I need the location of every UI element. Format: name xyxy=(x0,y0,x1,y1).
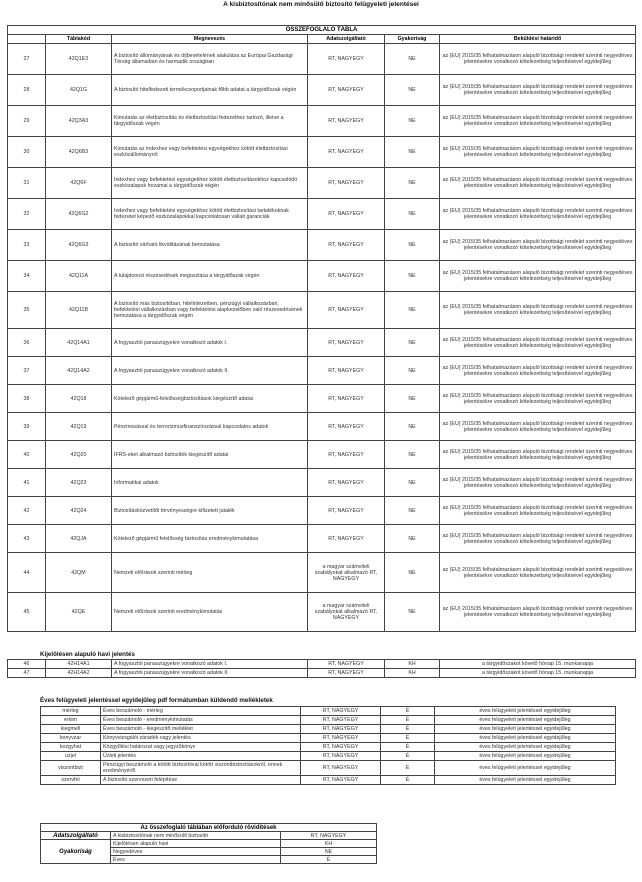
deadline: éves felügyeleti jelentéssel egyidejűleg xyxy=(435,716,616,725)
table-code: 42H14A1 xyxy=(46,660,112,669)
table-code: 42Q24 xyxy=(46,497,112,525)
attachment-code: szervfel xyxy=(41,776,101,785)
frequency: NE xyxy=(385,168,440,199)
table-name: Biztosításközvetítői törvényességre kifizetett jutalék xyxy=(112,497,308,525)
table-name: A biztosító várható likviditásának bemutatása xyxy=(112,230,308,261)
frequency: É xyxy=(381,707,435,716)
summary-header-row xyxy=(8,35,636,44)
frequency: KH xyxy=(385,669,440,678)
table-row xyxy=(8,660,636,669)
table-row xyxy=(41,761,616,776)
attachment-name: Éves beszámoló - kiegészítő melléklet xyxy=(101,725,301,734)
row-number: 36 xyxy=(8,329,46,357)
table-row xyxy=(41,776,616,785)
row-number: 39 xyxy=(8,413,46,441)
data-provider: RT, NAGYEGY xyxy=(301,734,381,743)
frequency: NE xyxy=(385,413,440,441)
data-provider: RT, NAGYEGY xyxy=(308,660,385,669)
frequency: NE xyxy=(385,261,440,292)
frequency: NE xyxy=(385,385,440,413)
data-provider: RT, NAGYEGY xyxy=(308,106,385,137)
row-number: 45 xyxy=(8,593,46,632)
table-code: 42H14A2 xyxy=(46,669,112,678)
annual-caption: Éves felügyeleti jelentéssel egyidejűleg pdf formátumban küldendő mellékletek xyxy=(40,697,273,704)
table-name: IFRS-eket alkalmazó biztosítók kiegészítő adatai xyxy=(112,441,308,469)
row-number: 37 xyxy=(8,357,46,385)
attachment-code: kiegmell xyxy=(41,725,101,734)
frequency: NE xyxy=(385,329,440,357)
table-code: 42QE xyxy=(46,593,112,632)
col-header-code: Táblakód xyxy=(46,35,112,44)
table-code: 42Q6B3 xyxy=(46,137,112,168)
table-row xyxy=(8,230,636,261)
abbreviations-caption: Az összefoglaló táblában előforduló rövidítések xyxy=(41,824,377,832)
row-number: 47 xyxy=(8,669,46,678)
abbr-provider-value: RT, NAGYEGY xyxy=(281,832,377,840)
frequency: NE xyxy=(385,44,440,75)
table-row xyxy=(8,292,636,329)
data-provider: RT, NAGYEGY xyxy=(308,168,385,199)
deadline: az (EU) 2015/35 felhatalmazáson alapuló bizottsági rendelet szerinti negyedéves jelentésekre vonatkozó kötelezettség teljesítésével egyidejűleg xyxy=(440,329,636,357)
table-name: A biztosító hitelfedezeti termékcsoportjainak főbb adatai a tárgyidőszak végén xyxy=(112,75,308,106)
table-name: Nemzeti előírások szerinti mérleg xyxy=(112,553,308,593)
data-provider: RT, NAGYEGY xyxy=(308,357,385,385)
table-row xyxy=(41,743,616,752)
row-number: 34 xyxy=(8,261,46,292)
table-row xyxy=(8,44,636,75)
attachment-name: A biztosító szervezeti felépítése xyxy=(101,776,301,785)
table-code: 42Q6G3 xyxy=(46,230,112,261)
deadline: az (EU) 2015/35 felhatalmazáson alapuló bizottsági rendelet szerinti negyedéves jelentésekre vonatkozó kötelezettség teljesítésével egyidejűleg xyxy=(440,230,636,261)
table-code: 42Q11B xyxy=(46,292,112,329)
data-provider: RT, NAGYEGY xyxy=(308,441,385,469)
row-number: 35 xyxy=(8,292,46,329)
frequency: NE xyxy=(385,357,440,385)
annual-table xyxy=(40,706,616,785)
table-code: 42Q1E3 xyxy=(46,44,112,75)
deadline: éves felügyeleti jelentéssel egyidejűleg xyxy=(435,707,616,716)
table-code: 42Q3A3 xyxy=(46,106,112,137)
table-name: Kötelező gépjármű-felelősségbiztosítások kiegészítő adatai xyxy=(112,385,308,413)
table-code: 42Q1G xyxy=(46,75,112,106)
deadline: éves felügyeleti jelentéssel egyidejűleg xyxy=(435,725,616,734)
deadline: az (EU) 2015/35 felhatalmazáson alapuló bizottsági rendelet szerinti negyedéves jelentésekre vonatkozó kötelezettség teljesítésével egyidejűleg xyxy=(440,106,636,137)
data-provider: RT, NAGYEGY xyxy=(308,44,385,75)
data-provider: RT, NAGYEGY xyxy=(308,469,385,497)
deadline: a tárgyidőszakot követő hónap 15. munkanapja xyxy=(440,669,636,678)
frequency: NE xyxy=(385,441,440,469)
col-header-name: Megnevezés xyxy=(112,35,308,44)
frequency: NE xyxy=(385,75,440,106)
row-number: 46 xyxy=(8,660,46,669)
table-row xyxy=(8,525,636,553)
table-row xyxy=(8,385,636,413)
table-code: 42Q11A xyxy=(46,261,112,292)
abbr-freq-desc: Kijelölésen alapuló havi xyxy=(111,840,281,848)
attachment-code: kozgyhat xyxy=(41,743,101,752)
deadline: a tárgyidőszakot követő hónap 15. munkanapja xyxy=(440,660,636,669)
attachment-code: uzjel xyxy=(41,752,101,761)
data-provider: RT, NAGYEGY xyxy=(301,776,381,785)
deadline: az (EU) 2015/35 felhatalmazáson alapuló bizottsági rendelet szerinti negyedéves jelentésekre vonatkozó kötelezettség teljesítésével egyidejűleg xyxy=(440,593,636,632)
attachment-code: mérleg xyxy=(41,707,101,716)
deadline: az (EU) 2015/35 felhatalmazáson alapuló bizottsági rendelet szerinti negyedéves jelentésekre vonatkozó kötelezettség teljesítésével egyidejűleg xyxy=(440,441,636,469)
frequency: NE xyxy=(385,106,440,137)
abbr-freq-value: É xyxy=(281,856,377,864)
table-code: 42QM xyxy=(46,553,112,593)
row-number: 28 xyxy=(8,75,46,106)
frequency: KH xyxy=(385,660,440,669)
row-number: 31 xyxy=(8,168,46,199)
table-row xyxy=(8,168,636,199)
table-row xyxy=(8,261,636,292)
deadline: az (EU) 2015/35 felhatalmazáson alapuló bizottsági rendelet szerinti negyedéves jelentésekre vonatkozó kötelezettség teljesítésével egyidejűleg xyxy=(440,137,636,168)
deadline: az (EU) 2015/35 felhatalmazáson alapuló bizottsági rendelet szerinti negyedéves jelentésekre vonatkozó kötelezettség teljesítésével egyidejűleg xyxy=(440,199,636,230)
abbr-freq-value: KH xyxy=(281,840,377,848)
deadline: az (EU) 2015/35 felhatalmazáson alapuló bizottsági rendelet szerinti negyedéves jelentésekre vonatkozó kötelezettség teljesítésével egyidejűleg xyxy=(440,553,636,593)
table-row xyxy=(8,669,636,678)
attachment-name: Könyvvizsgálói záradék vagy jelentés xyxy=(101,734,301,743)
data-provider: RT, NAGYEGY xyxy=(308,385,385,413)
table-name: Indexhez vagy befektetési egységekhez kötött életbiztosításokhoz kapcsolódó eszközalapok hozamai a tárgyidőszak végén xyxy=(112,168,308,199)
data-provider: RT, NAGYEGY xyxy=(308,292,385,329)
table-name: A biztosító más biztosítóban, hitelintézetben, pénzügyi vállalkozásban, befektetési vállalkozásban vagy befektetési alapkezelőben való részesedésének bemutatása a tárgyidőszak végén xyxy=(112,292,308,329)
table-code: 42Q23 xyxy=(46,469,112,497)
frequency: NE xyxy=(385,497,440,525)
frequency: NE xyxy=(385,230,440,261)
row-number: 29 xyxy=(8,106,46,137)
attachment-code: erkim xyxy=(41,716,101,725)
table-code: 42Q14A2 xyxy=(46,357,112,385)
attachment-name: Közgyűlési határozat vagy jegyzőkönyv xyxy=(101,743,301,752)
data-provider: RT, NAGYEGY xyxy=(308,413,385,441)
attachment-name: Éves beszámoló - mérleg xyxy=(101,707,301,716)
frequency: É xyxy=(381,725,435,734)
row-number: 27 xyxy=(8,44,46,75)
row-number: 40 xyxy=(8,441,46,469)
table-row xyxy=(8,441,636,469)
table-row xyxy=(41,734,616,743)
table-name: A fogyasztói panaszügyekre vonatkozó adatok I. xyxy=(112,660,308,669)
deadline: éves felügyeleti jelentéssel egyidejűleg xyxy=(435,776,616,785)
table-name: A fogyasztói panaszügyekre vonatkozó adatok I. xyxy=(112,329,308,357)
data-provider: RT, NAGYEGY xyxy=(308,199,385,230)
abbr-frequency-label: Gyakoriság xyxy=(41,840,111,864)
table-name: A fogyasztói panaszügyekre vonatkozó adatok II. xyxy=(112,357,308,385)
deadline: az (EU) 2015/35 felhatalmazáson alapuló bizottsági rendelet szerinti negyedéves jelentésekre vonatkozó kötelezettség teljesítésével egyidejűleg xyxy=(440,497,636,525)
abbr-provider-label: Adatszolgáltató xyxy=(41,832,111,840)
data-provider: RT, NAGYEGY xyxy=(308,525,385,553)
table-name: A tulajdonosi részesedések megoszlása a tárgyidőszak végén xyxy=(112,261,308,292)
deadline: az (EU) 2015/35 felhatalmazáson alapuló bizottsági rendelet szerinti negyedéves jelentésekre vonatkozó kötelezettség teljesítésével egyidejűleg xyxy=(440,525,636,553)
data-provider: RT, NAGYEGY xyxy=(301,716,381,725)
table-name: A fogyasztói panaszügyekre vonatkozó adatok II. xyxy=(112,669,308,678)
abbr-provider-desc: A kisbiztosítónak nem minősülő biztosító xyxy=(111,832,281,840)
deadline: éves felügyeleti jelentéssel egyidejűleg xyxy=(435,761,616,776)
table-row xyxy=(8,593,636,632)
data-provider: RT, NAGYEGY xyxy=(308,261,385,292)
abbr-freq-value: NE xyxy=(281,848,377,856)
row-number: 38 xyxy=(8,385,46,413)
frequency: NE xyxy=(385,137,440,168)
frequency: NE xyxy=(385,469,440,497)
frequency: NE xyxy=(385,292,440,329)
data-provider: RT, NAGYEGY xyxy=(308,497,385,525)
attachment-name: Üzleti jelentés xyxy=(101,752,301,761)
data-provider: RT, NAGYEGY xyxy=(308,137,385,168)
frequency: É xyxy=(381,776,435,785)
col-header-provider: Adatszolgáltató xyxy=(308,35,385,44)
table-code: 42Q6G2 xyxy=(46,199,112,230)
table-row xyxy=(8,329,636,357)
monthly-table xyxy=(7,659,636,678)
deadline: az (EU) 2015/35 felhatalmazáson alapuló bizottsági rendelet szerinti negyedéves jelentésekre vonatkozó kötelezettség teljesítésével egyidejűleg xyxy=(440,385,636,413)
deadline: éves felügyeleti jelentéssel egyidejűleg xyxy=(435,752,616,761)
row-number: 32 xyxy=(8,199,46,230)
table-row xyxy=(8,75,636,106)
table-code: 42Q19 xyxy=(46,413,112,441)
frequency: É xyxy=(381,734,435,743)
attachment-name: Éves beszámoló - eredménykimutatás xyxy=(101,716,301,725)
deadline: az (EU) 2015/35 felhatalmazáson alapuló bizottsági rendelet szerinti negyedéves jelentésekre vonatkozó kötelezettség teljesítésével egyidejűleg xyxy=(440,292,636,329)
table-row xyxy=(41,716,616,725)
data-provider: RT, NAGYEGY xyxy=(301,707,381,716)
frequency: NE xyxy=(385,553,440,593)
deadline: éves felügyeleti jelentéssel egyidejűleg xyxy=(435,743,616,752)
abbr-freq-desc: Negyedéves xyxy=(111,848,281,856)
row-number: 42 xyxy=(8,497,46,525)
table-row xyxy=(8,553,636,593)
data-provider: RT, NAGYEGY xyxy=(301,743,381,752)
table-row xyxy=(8,469,636,497)
row-number: 33 xyxy=(8,230,46,261)
attachment-code: konyvzar xyxy=(41,734,101,743)
data-provider: a magyar számviteli szabályokat alkalmazó RT, NAGYEGY xyxy=(308,593,385,632)
summary-caption: ÖSSZEFOGLALÓ TÁBLA xyxy=(8,26,636,35)
data-provider: RT, NAGYEGY xyxy=(308,329,385,357)
abbreviations-table xyxy=(40,823,377,864)
deadline: az (EU) 2015/35 felhatalmazáson alapuló bizottsági rendelet szerinti negyedéves jelentésekre vonatkozó kötelezettség teljesítésével egyidejűleg xyxy=(440,261,636,292)
table-code: 42Q6F xyxy=(46,168,112,199)
row-number: 43 xyxy=(8,525,46,553)
data-provider: RT, NAGYEGY xyxy=(301,761,381,776)
table-code: 42Q20 xyxy=(46,441,112,469)
frequency: É xyxy=(381,743,435,752)
col-header-deadline: Beküldési határidő xyxy=(440,35,636,44)
abbr-freq-desc: Éves xyxy=(111,856,281,864)
col-header-number xyxy=(8,35,46,44)
table-name: A biztosító állományának és díjbevételének alakulása az Európai Gazdasági Térség államaiban és harmadik országban xyxy=(112,44,308,75)
table-name: Nemzeti előírások szerinti eredménykimutatás xyxy=(112,593,308,632)
table-name: Indexhez vagy befektetési egységekhez kötött életbiztosítási tartalékoknak fedezetet képező eszközalapokkal kapcsolatosan vállalt garanciák xyxy=(112,199,308,230)
row-number: 30 xyxy=(8,137,46,168)
monthly-caption: Kijelölésen alapuló havi jelentés xyxy=(40,651,135,658)
col-header-frequency: Gyakoriság xyxy=(385,35,440,44)
table-row xyxy=(8,357,636,385)
table-code: 42Q18 xyxy=(46,385,112,413)
deadline: éves felügyeleti jelentéssel egyidejűleg xyxy=(435,734,616,743)
frequency: NE xyxy=(385,525,440,553)
table-name: Kimutatás az életbiztosítás és életbiztosítási fedezethez tartozó, illetve a tárgyidőszak végén xyxy=(112,106,308,137)
data-provider: RT, NAGYEGY xyxy=(308,230,385,261)
deadline: az (EU) 2015/35 felhatalmazáson alapuló bizottsági rendelet szerinti negyedéves jelentésekre vonatkozó kötelezettség teljesítésével egyidejűleg xyxy=(440,413,636,441)
frequency: NE xyxy=(385,199,440,230)
deadline: az (EU) 2015/35 felhatalmazáson alapuló bizottsági rendelet szerinti negyedéves jelentésekre vonatkozó kötelezettség teljesítésével egyidejűleg xyxy=(440,168,636,199)
frequency: É xyxy=(381,761,435,776)
data-provider: RT, NAGYEGY xyxy=(308,75,385,106)
table-name: Kötelező gépjármű felelősség biztosítás eredménykimutatása xyxy=(112,525,308,553)
deadline: az (EU) 2015/35 felhatalmazáson alapuló bizottsági rendelet szerinti negyedéves jelentésekre vonatkozó kötelezettség teljesítésével egyidejűleg xyxy=(440,75,636,106)
table-code: 42Q14A1 xyxy=(46,329,112,357)
frequency: É xyxy=(381,752,435,761)
table-row xyxy=(41,725,616,734)
table-row xyxy=(41,707,616,716)
row-number: 41 xyxy=(8,469,46,497)
summary-table xyxy=(7,25,636,632)
deadline: az (EU) 2015/35 felhatalmazáson alapuló bizottsági rendelet szerinti negyedéves jelentésekre vonatkozó kötelezettség teljesítésével egyidejűleg xyxy=(440,357,636,385)
table-name: Informatikai adatok xyxy=(112,469,308,497)
table-name: Kimutatás az indexhez vagy befektetési egységekhez kötött életbiztosítási eszközállományról xyxy=(112,137,308,168)
attachment-name: Pénzügyi beszámoló a kötött biztosítóval kötött viszontbiztosításokról, ennek eredményéről xyxy=(101,761,301,776)
table-row xyxy=(41,752,616,761)
deadline: az (EU) 2015/35 felhatalmazáson alapuló bizottsági rendelet szerinti negyedéves jelentésekre vonatkozó kötelezettség teljesítésével egyidejűleg xyxy=(440,469,636,497)
frequency: É xyxy=(381,716,435,725)
deadline: az (EU) 2015/35 felhatalmazáson alapuló bizottsági rendelet szerinti negyedéves jelentésekre vonatkozó kötelezettség teljesítésével egyidejűleg xyxy=(440,44,636,75)
data-provider: RT, NAGYEGY xyxy=(308,669,385,678)
table-row xyxy=(8,199,636,230)
data-provider: RT, NAGYEGY xyxy=(301,725,381,734)
table-row xyxy=(8,497,636,525)
table-code: 42QJA xyxy=(46,525,112,553)
attachment-code: viszontbizt xyxy=(41,761,101,776)
row-number: 44 xyxy=(8,553,46,593)
data-provider: a magyar számviteli szabályokat alkalmazó RT, NAGYEGY xyxy=(308,553,385,593)
table-row xyxy=(8,106,636,137)
table-name: Pénzmosással és terrorizmusfinanszírozással kapcsolatos adatok xyxy=(112,413,308,441)
table-row xyxy=(8,413,636,441)
table-row xyxy=(8,137,636,168)
page-title: A kisbiztosítónak nem minősülő biztosító felügyeleti jelentései xyxy=(223,1,419,8)
frequency: NE xyxy=(385,593,440,632)
data-provider: RT, NAGYEGY xyxy=(301,752,381,761)
